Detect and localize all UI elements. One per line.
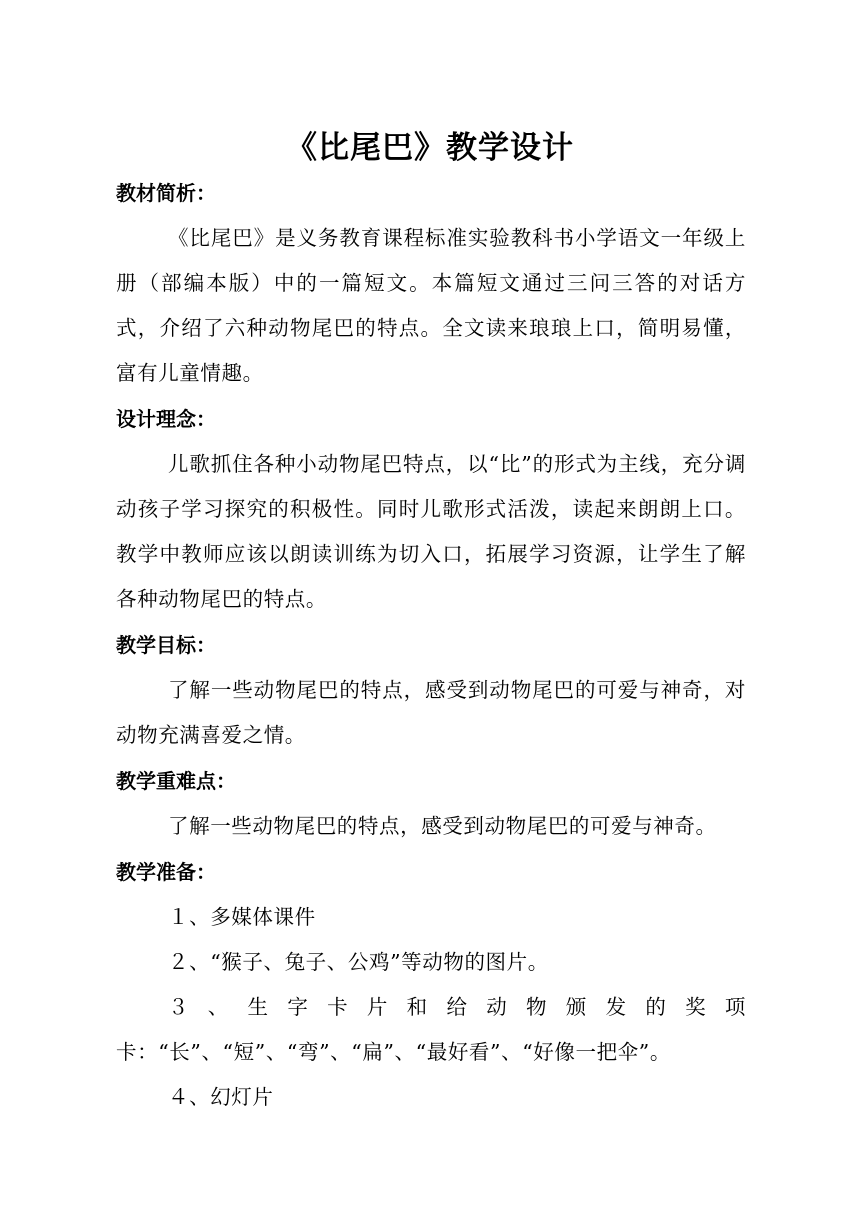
document-title: 《比尾巴》教学设计 — [286, 130, 574, 166]
preparation-item: ２、“猴子、兔子、公鸡”等动物的图片。 — [168, 950, 549, 974]
section-heading-design-concept: 设计理念： — [116, 407, 216, 431]
section-text-material-analysis: 《比尾巴》是义务教育课程标准实验教科书小学语文一年级上册（部编本版）中的一篇短文。本篇短文通过三问三答的对话方式，介绍了六种动物尾巴的特点。全文读来琅琅上口，简明易懂，富有儿童情趣。 — [116, 226, 746, 385]
section-text-teaching-goals: 了解一些动物尾巴的特点，感受到动物尾巴的可爱与神奇，对动物充满喜爱之情。 — [116, 678, 746, 747]
preparation-item: ３、生字卡片和给动物颁发的奖项卡：“长”、“短”、“弯”、“扁”、“最好看”、“好像一把伞”。 — [116, 995, 746, 1064]
section-text-design-concept: 儿歌抓住各种小动物尾巴特点，以“比”的形式为主线，充分调动孩子学习探究的积极性。同时儿歌形式活泼，读起来朗朗上口。教学中教师应该以朗读训练为切入口，拓展学习资源，让学生了解各种动物尾巴的特点。 — [116, 452, 746, 611]
preparation-item: １、多媒体课件 — [168, 905, 316, 929]
section-heading-teaching-goals: 教学目标： — [116, 633, 216, 657]
section-heading-material-analysis: 教材简析： — [116, 181, 216, 205]
section-heading-preparation: 教学准备： — [116, 860, 216, 884]
section-heading-key-points: 教学重难点： — [116, 769, 236, 793]
section-text-key-points: 了解一些动物尾巴的特点，感受到动物尾巴的可爱与神奇。 — [168, 814, 717, 838]
preparation-item: ４、幻灯片 — [168, 1085, 274, 1109]
document-body — [116, 170, 746, 1120]
